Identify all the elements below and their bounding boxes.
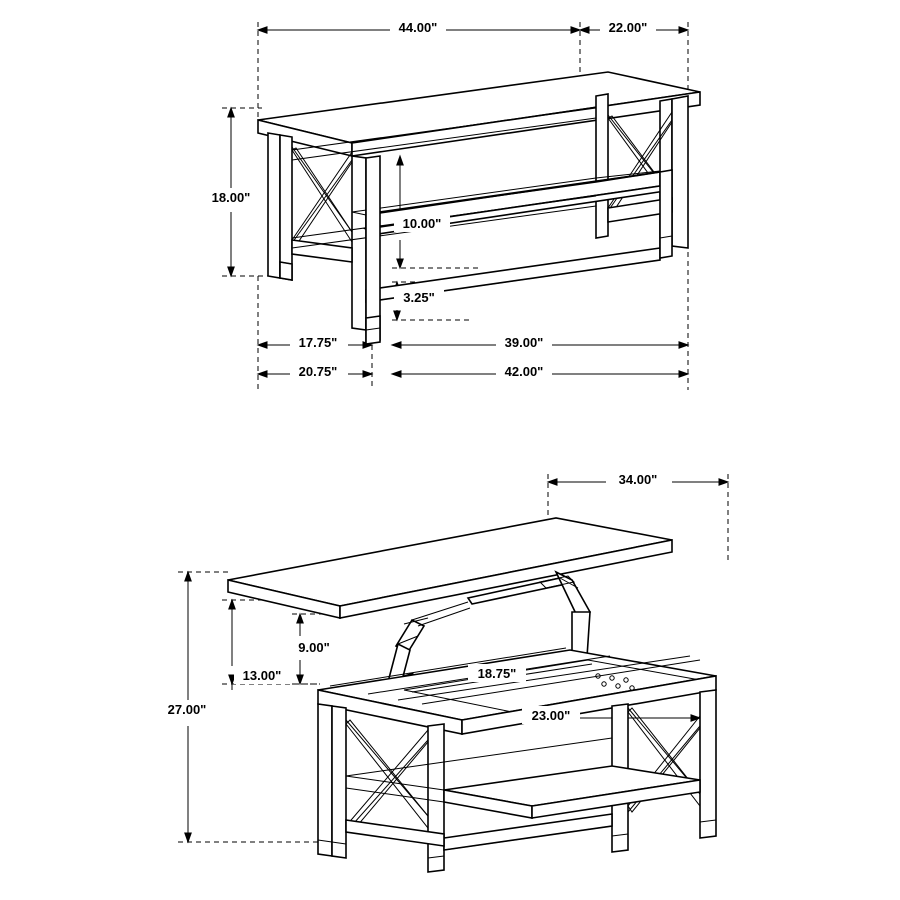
figure-bottom-lifted (158, 470, 728, 872)
dim-42: 42.00" (504, 364, 544, 379)
table-lifted-geometry (228, 518, 716, 872)
dim-9: 9.00" (298, 640, 330, 655)
dim-325: 3.25" (403, 290, 435, 305)
dim-44: 44.00" (398, 20, 438, 35)
dim-13: 13.00" (242, 668, 282, 683)
figure-top-closed (202, 18, 700, 390)
dim-1875: 18.75" (477, 666, 517, 681)
table-closed-geometry (258, 72, 700, 344)
dim-23: 23.00" (531, 708, 571, 723)
dim-34: 34.00" (618, 472, 658, 487)
dim-18: 18.00" (211, 190, 251, 205)
dim-2075: 20.75" (298, 364, 338, 379)
dim-39: 39.00" (504, 335, 544, 350)
dim-27: 27.00" (167, 702, 207, 717)
dim-22: 22.00" (608, 20, 648, 35)
dim-10: 10.00" (402, 216, 442, 231)
dim-1775: 17.75" (298, 335, 338, 350)
